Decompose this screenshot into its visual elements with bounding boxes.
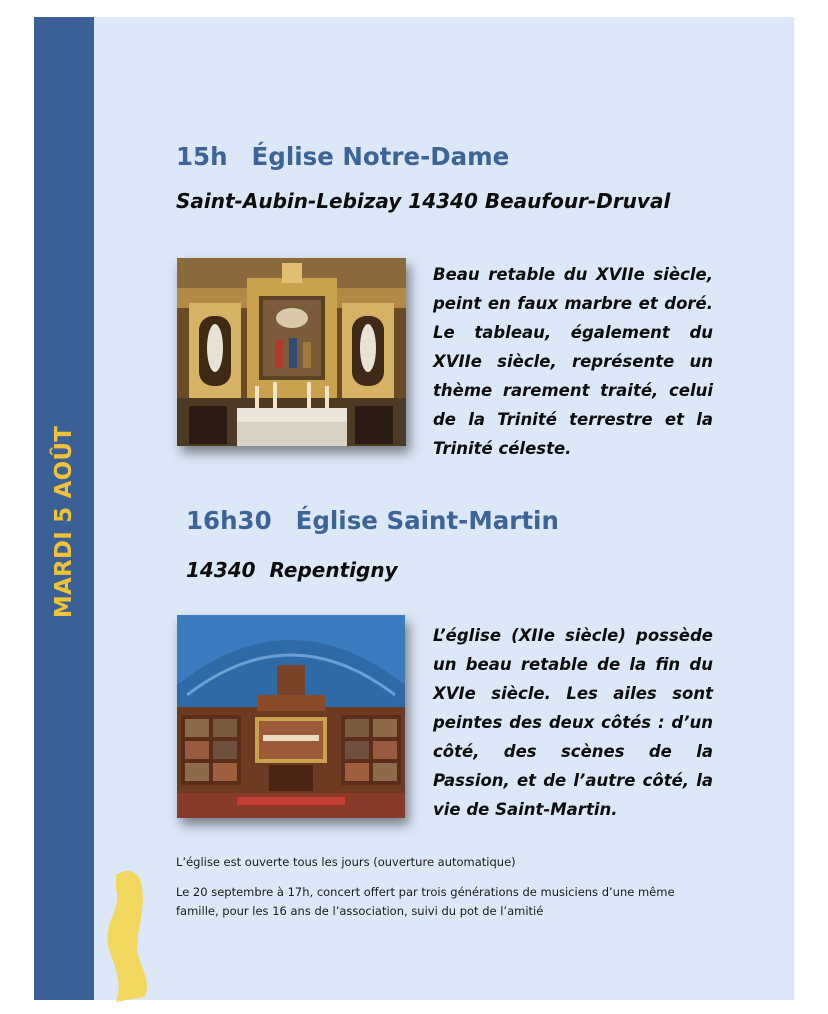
concert-note: Le 20 septembre à 17h, concert offert par trois générations de musiciens d’une même famille, pour les 16 ans de l’association, suivi du pot de l’amitié — [176, 885, 675, 918]
event-1-church: Église Notre-Dame — [251, 142, 510, 171]
event-1-description: Beau retable du XVIIe siècle, peint en faux marbre et doré. Le tableau, également du XVIIe siècle, représente un thème rarement traité, celui de la Trinité terrestre et la Trinité céleste. — [433, 265, 713, 458]
saint-martin-altarpiece-photo — [177, 615, 405, 818]
notre-dame-altarpiece-photo — [177, 258, 406, 446]
event-1-time: 15h — [176, 142, 228, 171]
date-sidebar — [34, 17, 94, 1000]
date-label: MARDI 5 AOÛT — [51, 425, 77, 619]
page — [34, 17, 794, 1000]
event-2-place: 14340 Repentigny — [186, 558, 398, 582]
event-2-church: Église Saint-Martin — [295, 506, 559, 535]
opening-note: L’église est ouverte tous les jours (ouverture automatique) — [176, 855, 516, 869]
event-2-time: 16h30 — [186, 506, 272, 535]
event-2-description: L’église (XIIe siècle) possède un beau retable de la fin du XVIe siècle. Les ailes sont peintes des deux côtés : d’un côté, des scènes de la Passion, et de l’autre côté, la vie de Saint-Martin. — [433, 626, 713, 819]
event-1-heading — [176, 142, 509, 171]
event-1-place: Saint-Aubin-Lebizay 14340 Beaufour-Druval — [176, 189, 671, 213]
event-2-heading — [186, 506, 559, 535]
brush-stroke-decoration — [94, 857, 174, 1002]
